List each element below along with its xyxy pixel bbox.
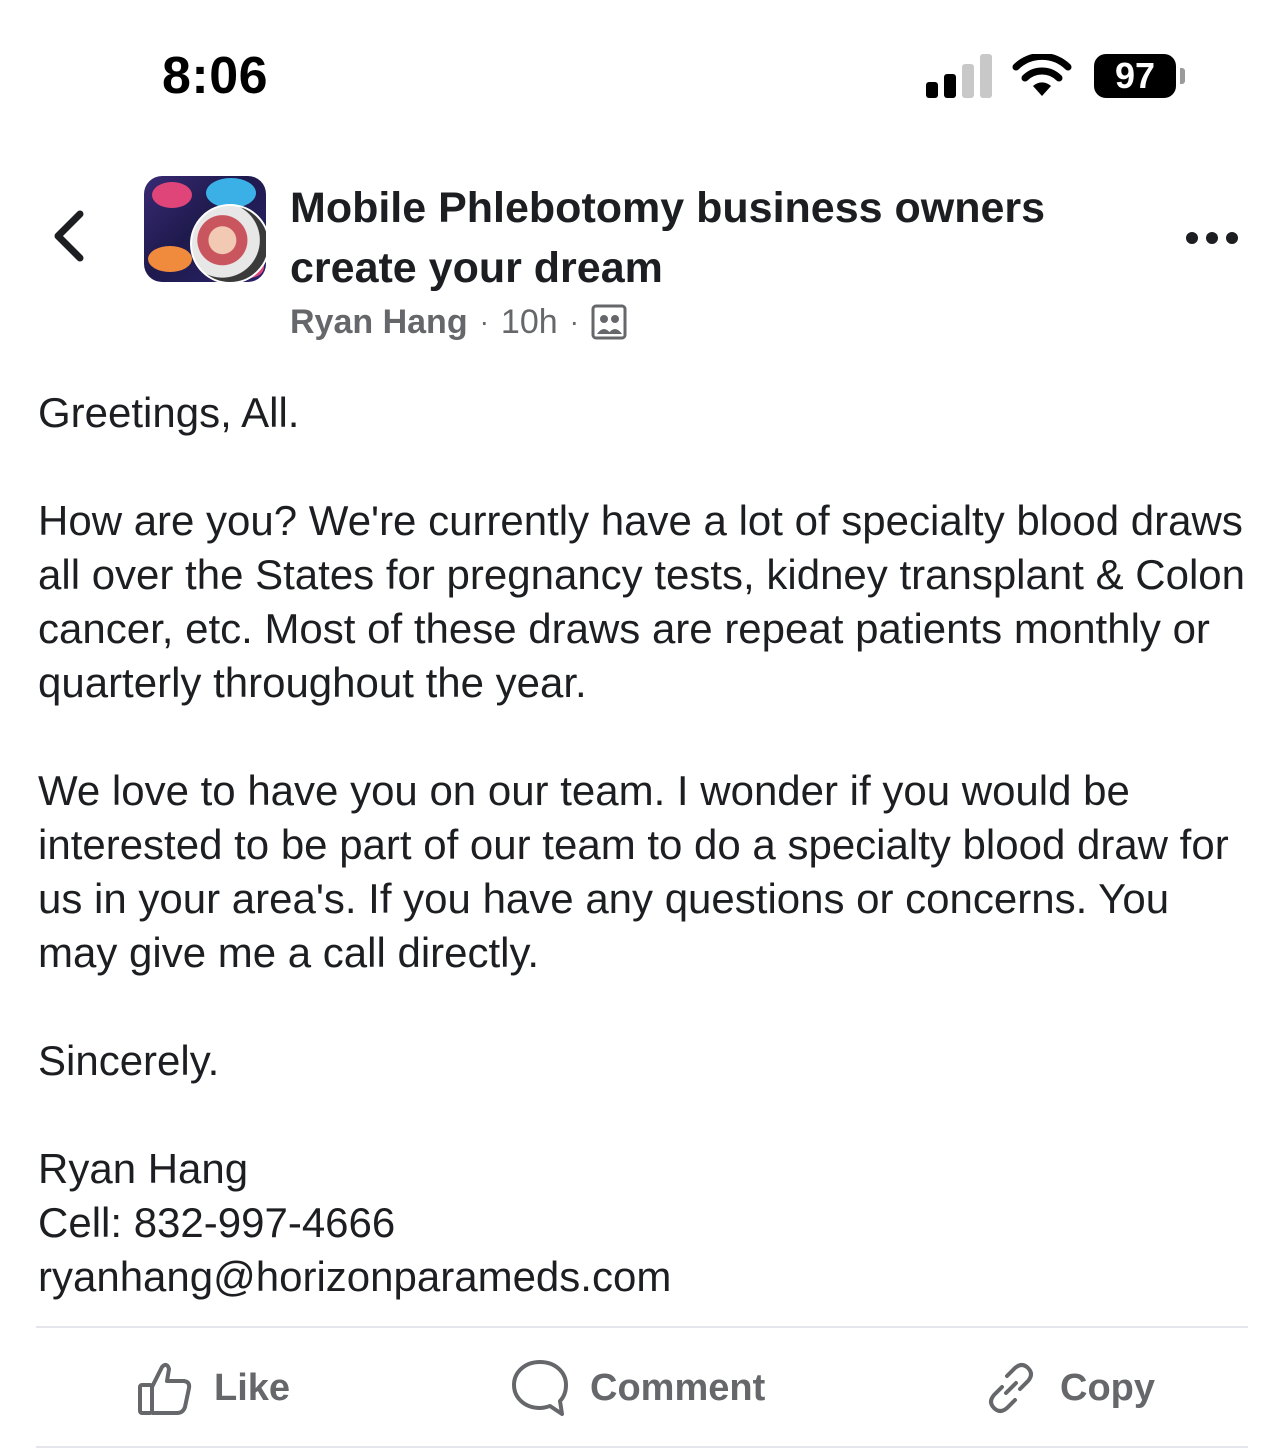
divider [36,1446,1248,1448]
meta-separator: · [479,306,489,337]
more-options-button[interactable] [1186,226,1240,250]
signature-email[interactable]: ryanhang@horizonparameds.com [38,1253,672,1300]
author-photo [190,204,266,282]
post-paragraph: How are you? We're currently have a lot of specialty blood draws all over the States for pregnancy tests, kidney transplant & Colon cancer, etc. Most of these draws are repeat patients monthly or quarterly throughout the year. [38,497,1245,706]
post-closing: Sincerely. [38,1037,220,1084]
signature-name: Ryan Hang [38,1145,249,1192]
comment-button[interactable] [510,1356,765,1420]
more-options-icon [1186,232,1198,244]
more-options-icon [1206,232,1218,244]
thumbs-up-icon [136,1359,194,1417]
signature-phone[interactable]: Cell: 832-997-4666 [38,1199,396,1246]
group-name-link[interactable]: Mobile Phlebotomy business owners create your dream [290,184,1046,292]
post-meta [290,300,627,344]
battery-cap [1180,68,1185,84]
link-icon [982,1359,1040,1417]
wifi-icon [1012,54,1072,98]
chevron-left-icon [58,214,80,258]
battery-level: 97 [1094,54,1176,98]
divider [36,1326,1248,1328]
meta-separator: · [569,306,579,337]
group-avatar[interactable] [144,176,266,282]
status-bar [0,0,1284,150]
like-label: Like [214,1366,291,1409]
status-time: 8:06 [162,47,269,105]
post-timestamp[interactable]: 10h [500,302,558,341]
comment-bubble-icon [510,1358,570,1418]
copy-link-button[interactable] [982,1356,1155,1420]
avatar-decoration [148,246,192,272]
avatar-decoration [152,182,192,208]
post-paragraph: We love to have you on our team. I wonder if you would be interested to be part of our team to do a specialty blood draw for us in your area's. If you have any questions or concerns. You may give me a call directly. [38,767,1229,976]
back-button[interactable] [46,206,94,266]
like-button[interactable] [136,1356,290,1420]
author-name-link[interactable]: Ryan Hang [290,302,468,341]
cellular-signal-icon [926,54,992,98]
battery-icon [1094,54,1190,98]
comment-label: Comment [590,1366,766,1409]
post-body [38,386,1248,1304]
post-greeting: Greetings, All. [38,389,300,436]
group-members-icon [591,304,627,340]
more-options-icon [1226,232,1238,244]
copy-label: Copy [1060,1366,1155,1409]
